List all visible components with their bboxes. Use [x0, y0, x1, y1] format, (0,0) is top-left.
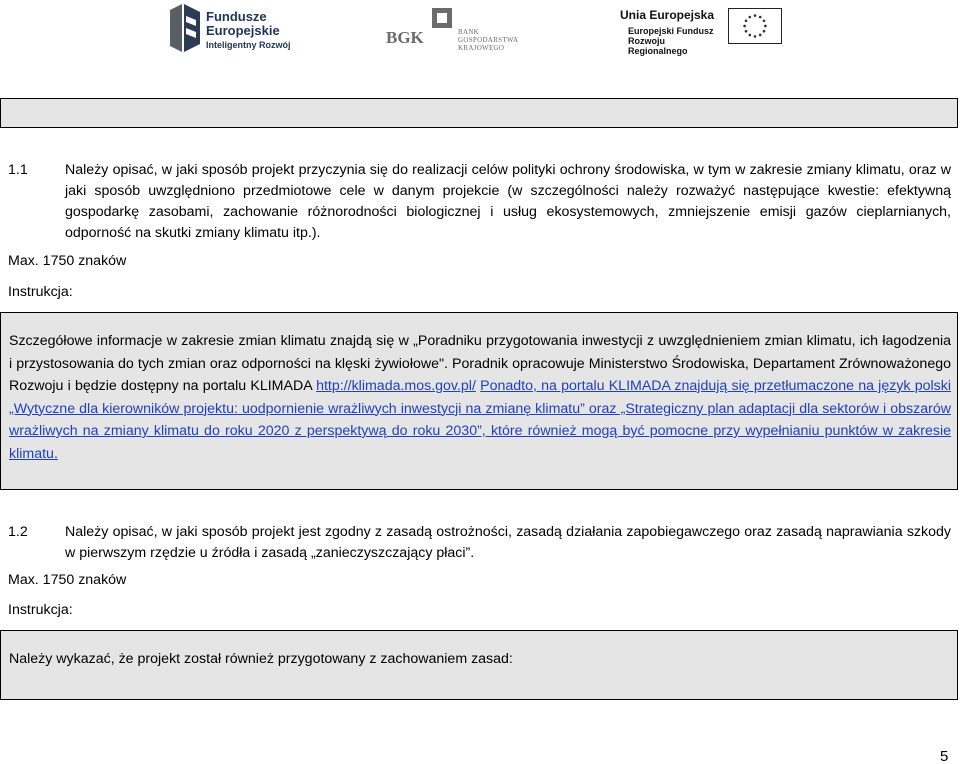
section-1-2-number: 1.2	[8, 524, 28, 540]
bgk-name: BGK	[386, 28, 424, 47]
bgk-square-icon	[432, 8, 452, 28]
unia-europejska-logo	[620, 6, 790, 56]
klimada-translations-link[interactable]: Ponadto, na portalu KLIMADA znajdują się przetłumaczone na język polski „Wytyczne dla kierowników projektu: uodpornienie wrażliwych inwestycji na zmianę klimatu” oraz „Strategiczny plan adaptacji dla sektorów i obszarów wrażliwych na zmiany klimatu do roku 2020 z perspektywą do roku 2030”, które również mogą być pomocne przy wypełnianiu punktów w zakresie klimatu.	[9, 378, 951, 462]
bgk-subtitle: BANK GOSPODARSTWA KRAJOWEGO	[458, 28, 518, 52]
eu-flag-icon	[728, 8, 782, 44]
page-number: 5	[940, 748, 949, 764]
section-1-1-text: Należy opisać, w jaki sposób projekt przyczynia się do realizacji celów polityki ochrony środowiska, w tym w zakresie zmiany klimatu, oraz w jaki sposób uwzględniono przedmiotowe cele w danym projekcie (w szczególności należy rozważyć następujące kwestie: efektywną gospodarkę zasobami, zachowanie różnorodności biologicznej i usług ekosystemowych, zmniejszenie emisji gazów cieplarnianych, odporność na skutki zmiany klimatu itp.).	[65, 162, 951, 241]
section-1-2-text: Należy opisać, w jaki sposób projekt jest zgodny z zasadą ostrożności, zasadą działania zapobiegawczego oraz zasadą naprawiania szkody w pierwszym rzędzie u źródła i zasadą „zanieczyszczający płaci”.	[65, 524, 951, 561]
section-1-2-instruction-box	[0, 630, 958, 700]
empty-answer-field	[0, 98, 958, 128]
klimada-link[interactable]: http://klimada.mos.gov.pl/	[316, 378, 476, 394]
section-1-1	[8, 160, 958, 244]
section-1-1-instruction-box	[0, 312, 958, 490]
fundusze-europejskie-subtitle: Inteligentny Rozwój	[206, 40, 291, 50]
section-1-2-max-chars: Max. 1750 znaków	[8, 572, 127, 588]
fundusze-europejskie-name: Fundusze Europejskie	[206, 9, 280, 38]
section-1-1-instruction-label: Instrukcja:	[8, 284, 73, 300]
unia-europejska-subtitle: Europejski Fundusz Rozwoju Regionalnego	[628, 26, 714, 56]
section-1-1-instruction-paragraph	[9, 330, 951, 465]
instruction-text: Szczegółowe informacje w zakresie zmian klimatu znajdą się w „Poradniku przygotowania inwestycji z uwzględnieniem zmian klimatu, ich łagodzenia i przystosowania do tych zmian oraz odporności na klęski żywiołowe". Poradnik opracowuje Ministerstwo Środowiska, Departament Zrównoważonego Rozwoju i będzie dostępny na portalu KLIMADA	[9, 333, 951, 394]
section-1-2-instruction-text: Należy wykazać, że projekt został również przygotowany z zachowaniem zasad:	[9, 651, 513, 667]
section-1-1-max-chars: Max. 1750 znaków	[8, 253, 127, 269]
section-1-1-number: 1.1	[8, 162, 28, 178]
bgk-logo	[386, 8, 556, 52]
section-1-2	[8, 522, 958, 566]
fundusze-europejskie-emblem-icon	[170, 2, 200, 54]
section-1-2-instruction-label: Instrukcja:	[8, 602, 73, 618]
fundusze-europejskie-logo	[170, 2, 300, 54]
logo-header	[0, 0, 960, 60]
unia-europejska-name: Unia Europejska	[620, 8, 715, 22]
